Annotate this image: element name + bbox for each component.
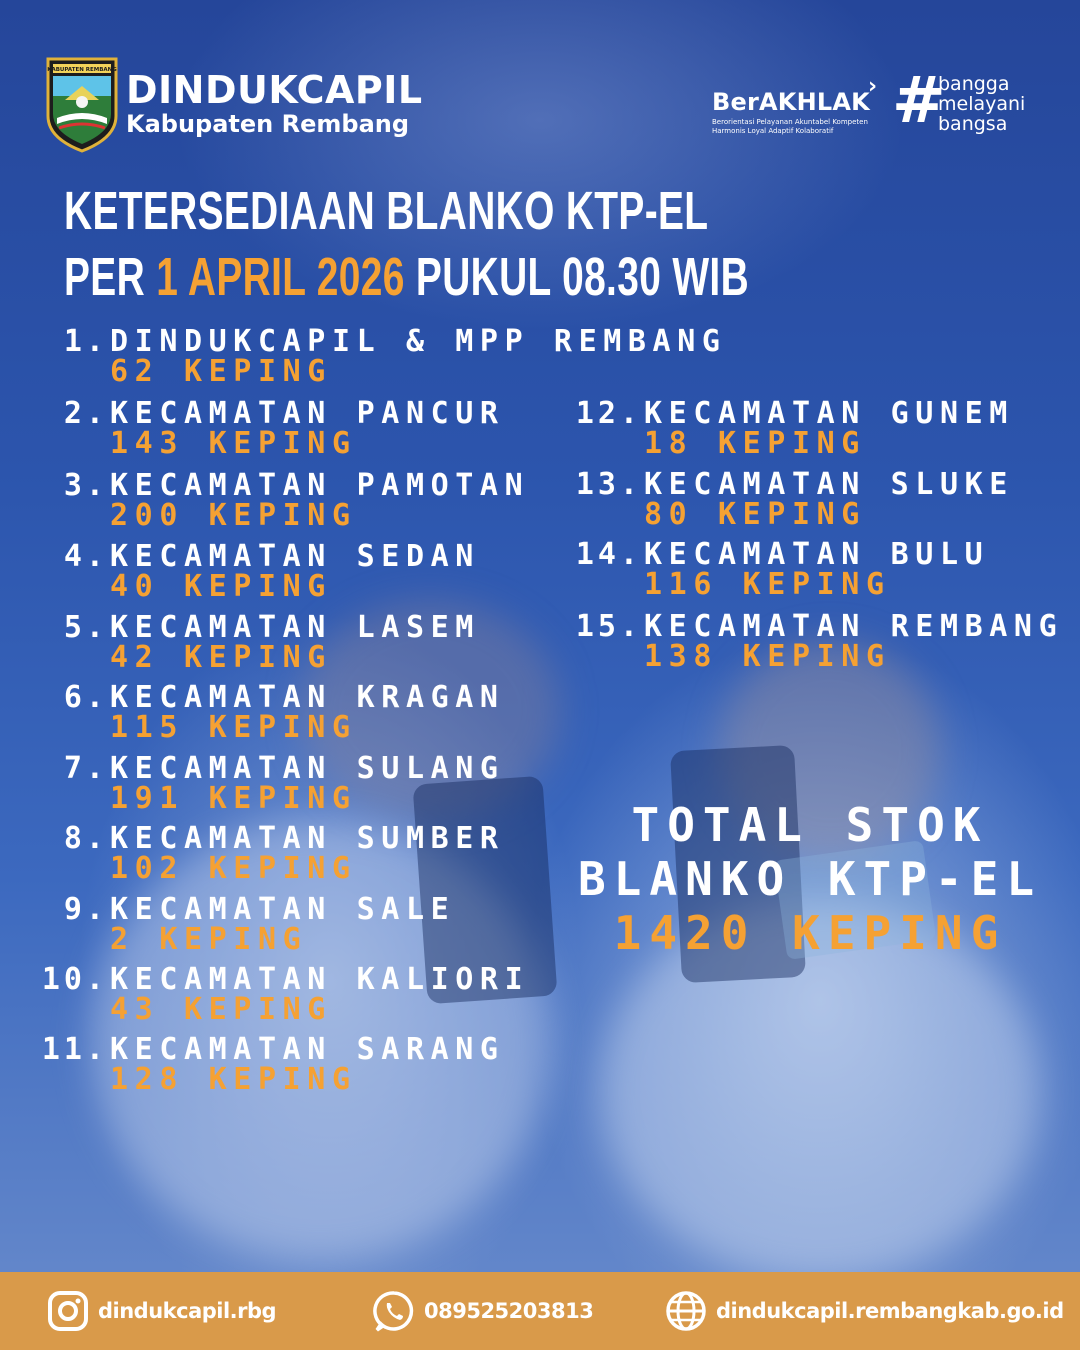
list-item-name: KECAMATAN SEDAN [110, 539, 480, 574]
list-item-number: 5. [63, 610, 108, 645]
footer-bar [0, 1272, 1080, 1350]
list-item-number: 6. [63, 680, 108, 715]
list-item-quantity: 200 KEPING [110, 498, 357, 533]
list-item-number: 9. [63, 892, 108, 927]
list-item-name: KECAMATAN KRAGAN [110, 680, 505, 715]
list-item-quantity: 18 KEPING [644, 426, 866, 461]
list-item-name: KECAMATAN REMBANG [644, 609, 1064, 644]
list-item-number: 11. [41, 1032, 108, 1067]
hashtag-line-2: melayani [938, 93, 1026, 115]
org-subtitle: Kabupaten Rembang [126, 110, 410, 138]
bangga-melayani-bangsa-logo [892, 64, 1042, 138]
org-title: DINDUKCAPIL [126, 68, 423, 112]
globe-icon [664, 1289, 708, 1333]
list-item-name: KECAMATAN SUMBER [110, 821, 505, 856]
whatsapp-number: 089525203813 [424, 1299, 594, 1323]
total-label-line-1: TOTAL STOK [631, 798, 989, 852]
berakhlak-tagline [712, 118, 890, 136]
headline-prefix: PER [64, 247, 146, 307]
list-item-quantity: 128 KEPING [110, 1062, 357, 1097]
list-item-name: KECAMATAN BULU [644, 537, 990, 572]
list-item-number: 12. [575, 396, 642, 431]
headline-suffix: PUKUL 08.30 WIB [415, 247, 750, 307]
list-item-number: 14. [575, 537, 642, 572]
list-item-name: KECAMATAN KALIORI [110, 962, 530, 997]
chevron-right-icon: › [868, 74, 878, 99]
headline-line-1: KETERSEDIAAN BLANKO KTP-EL [64, 181, 709, 241]
berakhlak-tagline-line-2: Harmonis Loyal Adaptif Kolaboratif [712, 127, 834, 135]
hashtag-line-1: bangga [938, 73, 1010, 95]
instagram-link[interactable] [46, 1288, 276, 1334]
total-stock-block [540, 798, 1080, 960]
list-item-quantity: 191 KEPING [110, 781, 357, 816]
instagram-icon [46, 1289, 90, 1333]
total-value: 1420 KEPING [613, 906, 1007, 960]
list-item-name: KECAMATAN GUNEM [644, 396, 1014, 431]
emblem-label: KABUPATEN REMBANG [47, 67, 117, 73]
list-item-quantity: 80 KEPING [644, 497, 866, 532]
list-item-name: KECAMATAN LASEM [110, 610, 480, 645]
list-item-number: 3. [63, 468, 108, 503]
list-item-name: KECAMATAN SULANG [110, 751, 505, 786]
total-label-line-2: BLANKO KTP-EL [577, 852, 1043, 906]
whatsapp-icon [372, 1289, 416, 1333]
list-item-name: KECAMATAN PAMOTAN [110, 468, 530, 503]
list-item-number: 4. [63, 539, 108, 574]
whatsapp-link[interactable] [372, 1288, 593, 1334]
list-item-number: 13. [575, 467, 642, 502]
list-item-quantity: 43 KEPING [110, 992, 332, 1027]
headline [64, 178, 749, 310]
website-url: dindukcapil.rembangkab.go.id [716, 1299, 1064, 1323]
website-link[interactable] [664, 1288, 1064, 1334]
list-item-number: 2. [63, 396, 108, 431]
kabupaten-rembang-emblem [45, 56, 119, 154]
berakhlak-tagline-line-1: Berorientasi Pelayanan Akuntabel Kompeten [712, 118, 868, 126]
hashtag-words [938, 74, 1025, 134]
list-item-name: DINDUKCAPIL & MPP REMBANG [110, 324, 727, 359]
headline-date: 1 APRIL 2026 [156, 247, 405, 307]
hashtag-line-3: bangsa [938, 113, 1008, 135]
list-item-quantity: 2 KEPING [110, 922, 308, 957]
list-item-number: 15. [575, 609, 642, 644]
list-item-quantity: 143 KEPING [110, 426, 357, 461]
list-item-name: KECAMATAN SARANG [110, 1032, 505, 1067]
list-item-quantity: 102 KEPING [110, 851, 357, 886]
headline-line-2 [64, 244, 749, 310]
list-item-quantity: 115 KEPING [110, 710, 357, 745]
instagram-handle: dindukcapil.rbg [98, 1299, 277, 1323]
list-item-quantity: 62 KEPING [110, 354, 332, 389]
list-item-name: KECAMATAN SLUKE [644, 467, 1014, 502]
list-item-name: KECAMATAN PANCUR [110, 396, 505, 431]
list-item-number: 1. [63, 324, 108, 359]
berakhlak-title: BerAKHLAK [712, 88, 870, 116]
hashtag-icon: # [892, 64, 946, 138]
list-item-number: 10. [41, 962, 108, 997]
list-item-number: 7. [63, 751, 108, 786]
berakhlak-logo [712, 72, 890, 138]
list-item-quantity: 138 KEPING [644, 639, 891, 674]
list-item-name: KECAMATAN SALE [110, 892, 456, 927]
list-item-quantity: 40 KEPING [110, 569, 332, 604]
list-item-number: 8. [63, 821, 108, 856]
list-item-quantity: 42 KEPING [110, 640, 332, 675]
list-item-quantity: 116 KEPING [644, 567, 891, 602]
